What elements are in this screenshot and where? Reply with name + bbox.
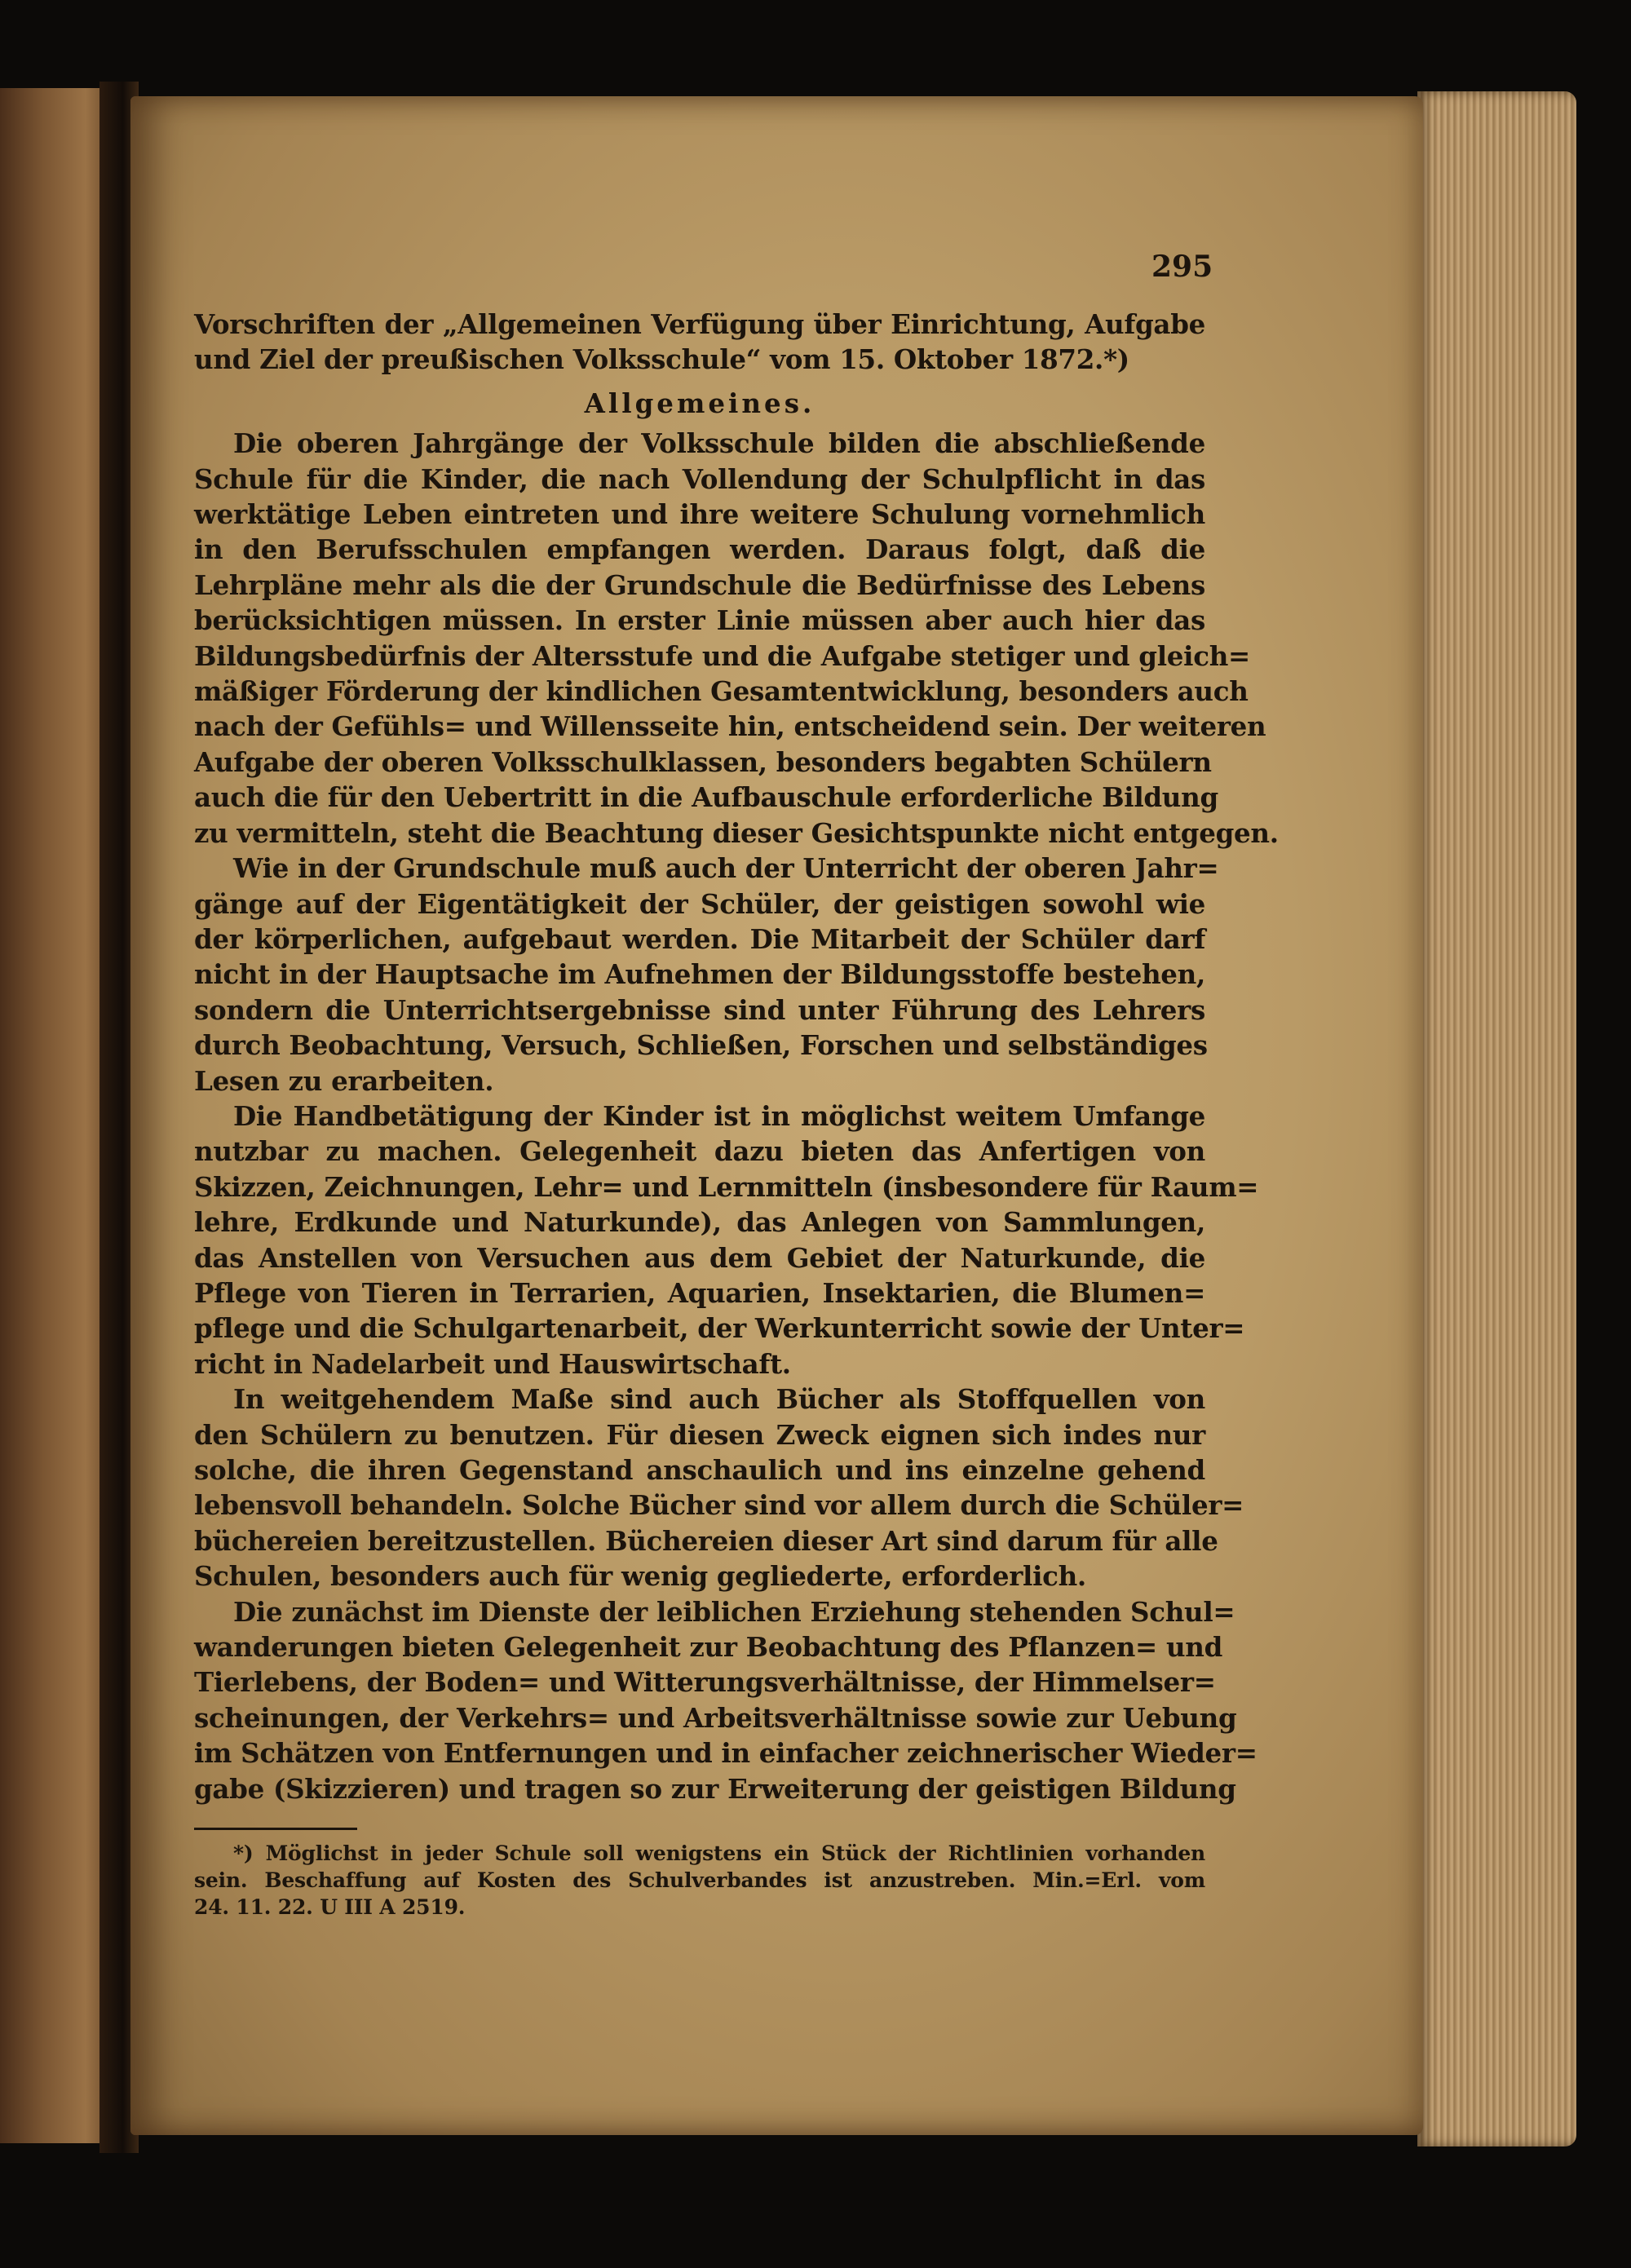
text-line: Wie in der Grundschule muß auch der Unterricht der oberen Jahr=: [233, 852, 1219, 885]
text-line: richt in Nadelarbeit und Hauswirtschaft.: [194, 1347, 791, 1380]
paragraph-2: [194, 851, 1219, 1099]
text-line: den Schülern zu benutzen. Für diesen Zweck eignen sich indes nur: [194, 1418, 1205, 1451]
text-line: das Anstellen von Versuchen aus dem Gebiet der Naturkunde, die: [194, 1241, 1205, 1274]
text-line: Skizzen, Zeichnungen, Lehr= und Lernmitteln (insbesondere für Raum=: [194, 1170, 1259, 1203]
paragraph-4: [194, 1382, 1244, 1594]
text-line: nach der Gefühls= und Willensseite hin, entscheidend sein. Der weiteren: [194, 710, 1266, 743]
paragraph-5: [194, 1594, 1258, 1806]
page-block-edges: [1417, 91, 1576, 2146]
text-line: Tierlebens, der Boden= und Witterungsverhältnisse, der Himmelser=: [194, 1666, 1216, 1699]
intro-line: Vorschriften der „Allgemeinen Verfügung über Einrichtung, Aufgabe: [194, 308, 1205, 340]
text-line: nicht in der Hauptsache im Aufnehmen der Bildungsstoffe bestehen,: [194, 958, 1205, 991]
text-line: sondern die Unterrichtsergebnisse sind unter Führung des Lehrers: [194, 993, 1205, 1026]
text-line: Bildungsbedürfnis der Altersstufe und die Aufgabe stetiger und gleich=: [194, 639, 1250, 672]
section-heading: Allgemeines.: [584, 387, 816, 419]
intro: [194, 307, 1205, 378]
text-line: lebensvoll behandeln. Solche Bücher sind vor allem durch die Schüler=: [194, 1489, 1244, 1522]
text-line: in den Berufsschulen empfangen werden. Daraus folgt, daß die: [194, 533, 1205, 566]
footnote-line: *) Möglichst in jeder Schule soll wenigstens ein Stück der Richtlinien vorhanden: [233, 1841, 1205, 1866]
text-line: wanderungen bieten Gelegenheit zur Beobachtung des Pflanzen= und: [194, 1631, 1223, 1664]
text-line: mäßiger Förderung der kindlichen Gesamtentwicklung, besonders auch: [194, 675, 1249, 708]
text-line: werktätige Leben eintreten und ihre weitere Schulung vornehmlich: [194, 498, 1205, 531]
text-line: zu vermitteln, steht die Beachtung dieser Gesichtspunkte nicht entgegen.: [194, 816, 1279, 849]
text-line: Die oberen Jahrgänge der Volksschule bilden die abschließende: [233, 427, 1205, 460]
paragraph-3: [194, 1099, 1259, 1382]
text-line: im Schätzen von Entfernungen und in einfacher zeichnerischer Wieder=: [194, 1737, 1258, 1770]
footnote-divider: [194, 1828, 357, 1830]
footnote-line: 24. 11. 22. U III A 2519.: [194, 1895, 466, 1920]
text-line: Die Handbetätigung der Kinder ist in möglichst weitem Umfange: [233, 1099, 1205, 1132]
text-line: büchereien bereitzustellen. Büchereien dieser Art sind darum für alle: [194, 1524, 1218, 1557]
text-line: gabe (Skizzieren) und tragen so zur Erweiterung der geistigen Bildung: [194, 1772, 1236, 1805]
text-line: lehre, Erdkunde und Naturkunde), das Anlegen von Sammlungen,: [194, 1206, 1205, 1239]
text-line: Lehrpläne mehr als die der Grundschule die Bedürfnisse des Lebens: [194, 568, 1205, 601]
text-line: Aufgabe der oberen Volksschulklassen, besonders begabten Schülern: [194, 745, 1212, 778]
text-line: Schule für die Kinder, die nach Vollendung der Schulpflicht in das: [194, 462, 1205, 495]
text-line: durch Beobachtung, Versuch, Schließen, Forschen und selbständiges: [194, 1029, 1208, 1062]
footnote-line: sein. Beschaffung auf Kosten des Schulverbandes ist anzustreben. Min.=Erl. vom: [194, 1868, 1205, 1893]
page-text: [194, 245, 1279, 1921]
text-line: scheinungen, der Verkehrs= und Arbeitsverhältnisse sowie zur Uebung: [194, 1701, 1237, 1734]
text-line: auch die für den Uebertritt in die Aufbauschule erforderliche Bildung: [194, 781, 1218, 814]
page-number: 295: [1151, 250, 1213, 284]
text-line: nutzbar zu machen. Gelegenheit dazu bieten das Anfertigen von: [194, 1135, 1205, 1168]
text-line: der körperlichen, aufgebaut werden. Die Mitarbeit der Schüler darf: [194, 922, 1205, 955]
text-line: berücksichtigen müssen. In erster Linie müssen aber auch hier das: [194, 604, 1205, 637]
text-line: solche, die ihren Gegenstand anschaulich und ins einzelne gehend: [194, 1454, 1205, 1486]
paragraph-1: [194, 426, 1279, 851]
text-line: pflege und die Schulgartenarbeit, der Werkunterricht sowie der Unter=: [194, 1312, 1245, 1345]
text-line: Pflege von Tieren in Terrarien, Aquarien, Insektarien, die Blumen=: [194, 1276, 1205, 1309]
text-line: Schulen, besonders auch für wenig gegliederte, erforderlich.: [194, 1560, 1086, 1593]
footnote: [194, 1840, 1205, 1921]
text-line: Die zunächst im Dienste der leiblichen Erziehung stehenden Schul=: [233, 1595, 1235, 1628]
intro-line: und Ziel der preußischen Volksschule“ vom 15. Oktober 1872.*): [194, 343, 1129, 376]
text-line: Lesen zu erarbeiten.: [194, 1064, 494, 1097]
text-line: gänge auf der Eigentätigkeit der Schüler, der geistigen sowohl wie: [194, 887, 1205, 920]
text-line: In weitgehendem Maße sind auch Bücher als Stoffquellen von: [233, 1383, 1205, 1416]
